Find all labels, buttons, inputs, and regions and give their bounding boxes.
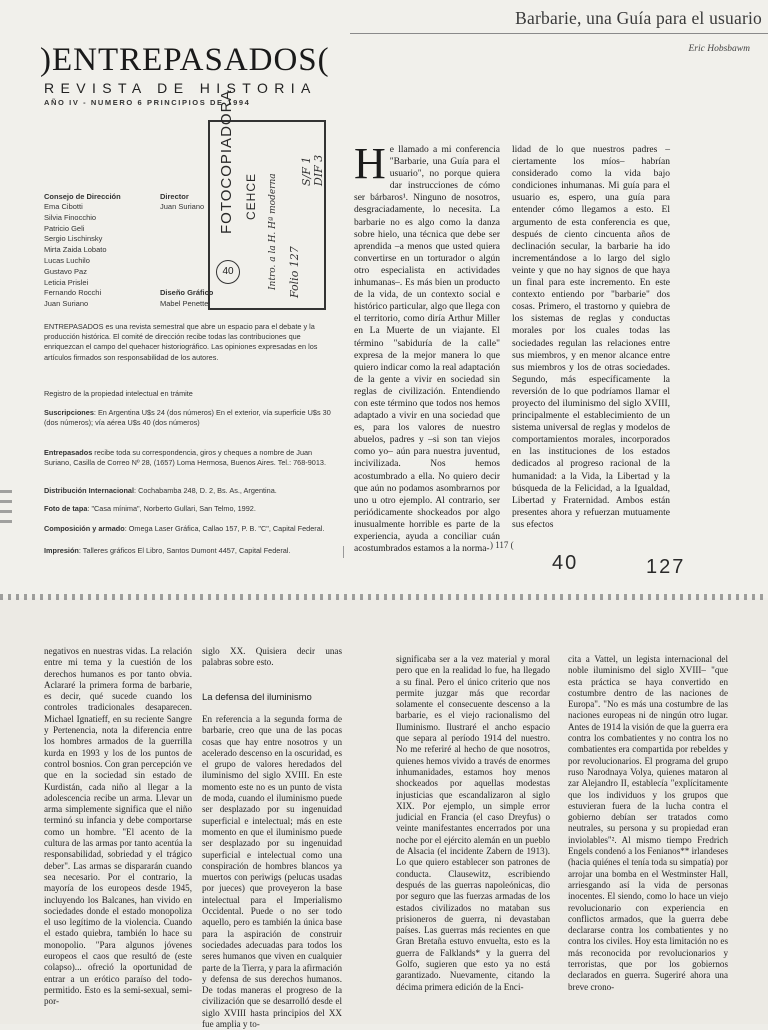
cover-text <box>44 504 340 514</box>
article-author: Eric Hobsbawm <box>688 44 750 54</box>
bottom-column-2-intro: siglo XX. Quisiera decir unas palabras sobre esto. <box>202 646 342 668</box>
stamp-handwritten-folio: Folio 127 <box>288 246 301 298</box>
council-member: Silvia Finocchio <box>44 212 97 222</box>
masthead-issue: AÑO IV - NUMERO 6 PRINCIPIOS DE 1994 <box>44 98 251 107</box>
council-member: Ema Cibotti <box>44 202 83 211</box>
binding-mark <box>0 490 12 493</box>
stamp-handwritten-ref: Intro. a la H. Hª moderna <box>268 173 278 290</box>
director-heading: Director <box>160 192 189 201</box>
council-member: Fernando Rocchi <box>44 288 102 298</box>
page-marker: ) 117 ( <box>490 540 514 550</box>
council-list <box>44 202 107 310</box>
design-name: Mabel Penette <box>160 299 209 308</box>
article-column-2: lidad de lo que nuestros padres –ciertamente los míos– habrían considerado como la vida bajo condiciones inhumanas. Mi guía para el usuario es, espero, una guía para entender cómo llegamos a esto. El argumento de esta conferencia es que, después de ciento cincuenta años de declinación secular, la barbarie ha ido incrementándose a lo largo del siglo veinte y que no hay signos de que haya un final para este incremento. En este contexto entiendo por "barbarie" dos cosas. Primero, el trastorno y quiebra de los sistemas de reglas y conductas morales por los cuales todas las sociedades regulan las relaciones entre sus miembros, y en menor alcance entre sus miembros y los de otras sociedades. Segundo, más específicamente la reversión de lo que podríamos llamar el proyecto del iluminismo del siglo XVIII, principalmente el establecimiento de un sistema universal de reglas y modelos de comportamientos morales, incorporados en las instituciones de los estados dedicados al progreso racional de la humanidad: a la Vida, la Libertad y la búsqueda de la Felicidad, a la Igualdad, Libertad y Fraternidad. Ambos están presentes ahora y refuerzan mutuamente sus efectos <box>512 145 670 530</box>
mail-body: recibe toda su correspondencia, giros y cheques a nombre de Juan Suriano, Casilla de Correo Nº 28, (1657) Loma Hermosa, Buenos Aires. Tel.: 768-9013. <box>44 448 326 468</box>
print-body: : Talleres gráficos El Libro, Santos Dumont 4457, Capital Federal. <box>78 546 291 555</box>
print-label: Impresión <box>44 546 79 555</box>
distribution-label: Distribución Internacional <box>44 486 135 495</box>
council-heading: Consejo de Dirección <box>44 192 121 201</box>
stamp-handwritten-dif: DIF 3 <box>312 154 325 186</box>
binding-mark <box>0 510 12 513</box>
mail-text <box>44 448 340 468</box>
council-member: Mirta Zaida Lobato <box>44 245 107 255</box>
cover-label: Foto de tapa <box>44 504 88 513</box>
council-member: Patricio Geli <box>44 223 85 233</box>
distribution-body: : Cochabamba 248, D. 2, Bs. As., Argentina. <box>134 486 277 495</box>
bottom-column-3: significaba ser a la vez material y moral pero que en la realidad lo fue, ha llegado a su final. Pero el único criterio que nos permite juzgar más que recordar solamente el consecuente descenso a la barbarie, es el viejo racionalismo del Iluminismo. Ilustraré el ancho espacio que separa al período 1914 del nuestro. No me referiré al hecho de que nosotros, quienes hemos vivido a través de enormes inhumanidades, estamos hoy menos shockeados por aquellas modestas injusticias que escandalizaron al siglo XIX. Por ejemplo, un simple error judicial en Francia (el caso Dreyfus) o veinte manifestantes encerrados por una noche por el ejército alemán en un pueblo de Alsacia (el incidente Zabern de 1913). Lo que quiero establecer son patrones de conducta. Clausewitz, escribiendo después de las guerras napoleónicas, dio por seguro que las fuerzas armadas de los estados civilizados no mataban sus prisioneros de guerra, ni devastaban países. Las guerras más recientes en que Gran Bretaña estuvo envuelta, esto es la guerra de Falklands* y la guerra del Golfo, sugieren que esto ya no está garantizado. Nuevamente, citando la décima primera edición de la Enci- <box>396 654 550 992</box>
director-name: Juan Suriano <box>160 202 205 211</box>
headline-rule <box>350 33 768 34</box>
council-member: Sergio Lischinsky <box>44 234 103 244</box>
registry-text: Registro de la propiedad intelectual en trámite <box>44 389 193 398</box>
composition-label: Composición y armado <box>44 524 125 533</box>
article-headline: Barbarie, una Guía para el usuario <box>515 8 762 28</box>
bottom-column-2: En referencia a la segunda forma de barbarie, creo que una de las pocas cosas que hay entre nosotros y un acelerado descenso en la oscuridad, es el grupo de valores heredados del iluminismo del siglo XVIII. En este momento este no es un punto de vista de moda, cuando el iluminismo puede ser desplazado por su ingenuidad superficial e intelectual; más en este momento en que el iluminismo puede ser desplazado por su ingenuidad superficial e intelectual como una conspiración de hombres blancos ya muertos con periwigs (pelucas usadas por jueces) que proveyeron la base intelectual para el Imperialismo Occidental. Puede o no ser todo aquello, pero es también la única base para la aspiración de construir sociedades adecuadas para todos los seres humanos que viven en cualquier parte de la Tierra, y para la afirmación y defensa de sus derechos humanos. De todas maneras el progreso de la civilización que se desarrolló desde el siglo XVIII hasta principios del XX fue amplia y to- <box>202 714 342 1030</box>
stamp-subtitle: CEHCE <box>244 172 258 220</box>
photocopy-stamp <box>208 89 326 310</box>
composition-body: : Omega Laser Gráfica, Callao 157, P. B. "C", Capital Federal. <box>124 524 325 533</box>
masthead-title: )ENTREPASADOS( <box>40 42 330 78</box>
subscriptions-text <box>44 408 340 428</box>
stamp-handwritten-sf: S/F 1 <box>300 156 313 186</box>
subscriptions-body: : En Argentina U$s 24 (dos números) En el exterior, vía superficie U$s 30 (dos números); vía aérea U$s 40 (dos números) <box>44 408 331 428</box>
subscriptions-label: Suscripciones <box>44 408 94 417</box>
about-text: ENTREPASADOS es una revista semestral que abre un espacio para el debate y la producción histórica. El comité de dirección recibe todas las contribuciones que enriquezcan el campo del quehacer historiográfico. Las opiniones expresadas en los artículos firmados son responsabilidad de los autores. <box>44 322 318 362</box>
folio-left: 40 <box>552 552 579 574</box>
council-member: Gustavo Paz <box>44 266 87 276</box>
distribution-text <box>44 486 340 496</box>
dropcap: H <box>354 139 386 188</box>
mail-label: Entrepasados <box>44 448 93 457</box>
composition-text <box>44 524 340 534</box>
print-text <box>44 546 340 556</box>
bottom-column-1: negativos en nuestras vidas. La relación entre mi tema y la cuestión de los derechos humanos es por tanto obvia. Aclararé la primera forma de barbarie, es decir, qué sucede cuando los controles tradicionales desaparecen. Michael Ignatieff, en su reciente Sangre y Pertenencia, nota la diferencia entre los hombres armados de la guerrilla kurda en 1993 y los de los puntos de control bosnios. Con gran percepción ve que en la sociedad sin estado de Kurdistán, cada niño al llegar a la adolescencia recibe un arma. Llevar un arma simplemente significa que el niño terminó su infancia y debe comportarse como un hombre. "El acento de la cultura de las armas por tanto acentúa la responsabilidad, sobriedad y el trágico deber". Las armas se dispararán cuando sea necesario. Por el contrario, la mayoría de los europeos desde 1945, incluyendo los Balcanes, han vivido en sociedades donde el estado monopoliza el uso legítimo de la violencia. Cuando el estado quiebra, también lo hace su monopolio. "Para algunos jóvenes europeos el caos que resultó de (este colapso)... ofreció la oportunidad de entrar a un erótico paraíso del todo-permitido. Esto es la semi-sexual, semi-por- <box>44 646 192 1007</box>
cover-body: : "Casa mínima", Norberto Gullari, San Telmo, 1992. <box>87 504 256 513</box>
bottom-column-4: cita a Vattel, un legista internacional del noble iluminismo del siglo XVIII– "que esta práctica se haya convertido en costumbre dentro de las naciones de Europa". "No es más una costumbre de las naciones europeas ni de ningún otro lugar. Antes de 1914 la visión de que la guerra era contra los combatientes y no contra los no combatientes era compartida por rebeldes y por revolucionarios. El programa del grupo ruso Narodnaya Volya, quienes mataron al zar Alejandro II, establecía "explícitamente que los individuos y los grupos que estuvieran fuera de la lucha contra el gobierno debían ser tratados como neutrales, su persona y su propiedad eran inviolables"². Al mismo tiempo Fredrich Engels condenó a los Fenianos** irlandeses (hacia quiénes el tenía toda su simpatía) por arrojar una bomba en el Westminster Hall, arriesgando así la vida de personas inocentes. El siendo, como lo hace un viejo revolucionario con experiencia en conflictos armados, que la guerra debe declararse contra los combatientes y no contra los civiles. Hoy esta limitación no es más reconocida por revolucionarios y terroristas, que por los gobiernos declarados en guerra. Sugeriré ahora una breve crono- <box>568 654 728 992</box>
masthead-subtitle: REVISTA DE HISTORIA <box>44 80 317 96</box>
stamp-seal: 40 <box>216 260 240 284</box>
scan-mark <box>343 546 344 558</box>
council-member: Juan Suriano <box>44 299 89 309</box>
council-member: Lucas Luchilo <box>44 255 90 265</box>
bottom-page <box>0 600 768 1030</box>
column-1-text: e llamado a mi conferencia "Barbarie, una Guía para el usuario", no porque quiera dar instrucciones de cómo ser bárbaros¹. Ninguno de nosotros, desgraciadamente, lo necesita. La barbarie no es algo como la danza sobre hielo, una técnica que debe ser aprendida –a menos que usted quiera convertirse en un torturador o algún otro especialista en actividades inhumanas–. Es más bien un producto de la vida, de un contexto social e histórico particular, algo que llega con el territorio, como diría Arthur Miller en La Muerte de un viajante. El término "sabiduría de la calle" expresa de la mejor manera lo que quiero indicar como la real adaptación de la gente a vivir en sociedad sin reglas de civilización. Entendiendo con este término que todos nos hemos adaptado a vivir en una sociedad que es, para los valores de nuestro abuelos, padres y –si son tan viejos como yo– aún para nuestra juventud, incivilizada. Nos hemos acostumbrado a ella. No quiero decir que aún no podamos asombrarnos por uno u otro ejemplo. Al contrario, ser periódicamente shockeados por algo inusualmente horrible es parte de la experiencia, ayuda a conciliar cuán acostumbrados estamos a la norma- <box>354 145 500 555</box>
council-member: Leticia Prislei <box>44 277 89 287</box>
stamp-title: FOTOCOPIADORA <box>218 89 235 234</box>
binding-mark <box>0 500 12 503</box>
folio-right: 127 <box>646 556 686 578</box>
article-column-1 <box>354 139 500 555</box>
binding-mark <box>0 520 12 523</box>
design-heading: Diseño Gráfico <box>160 288 214 297</box>
section-subhead: La defensa del iluminismo <box>202 692 312 703</box>
